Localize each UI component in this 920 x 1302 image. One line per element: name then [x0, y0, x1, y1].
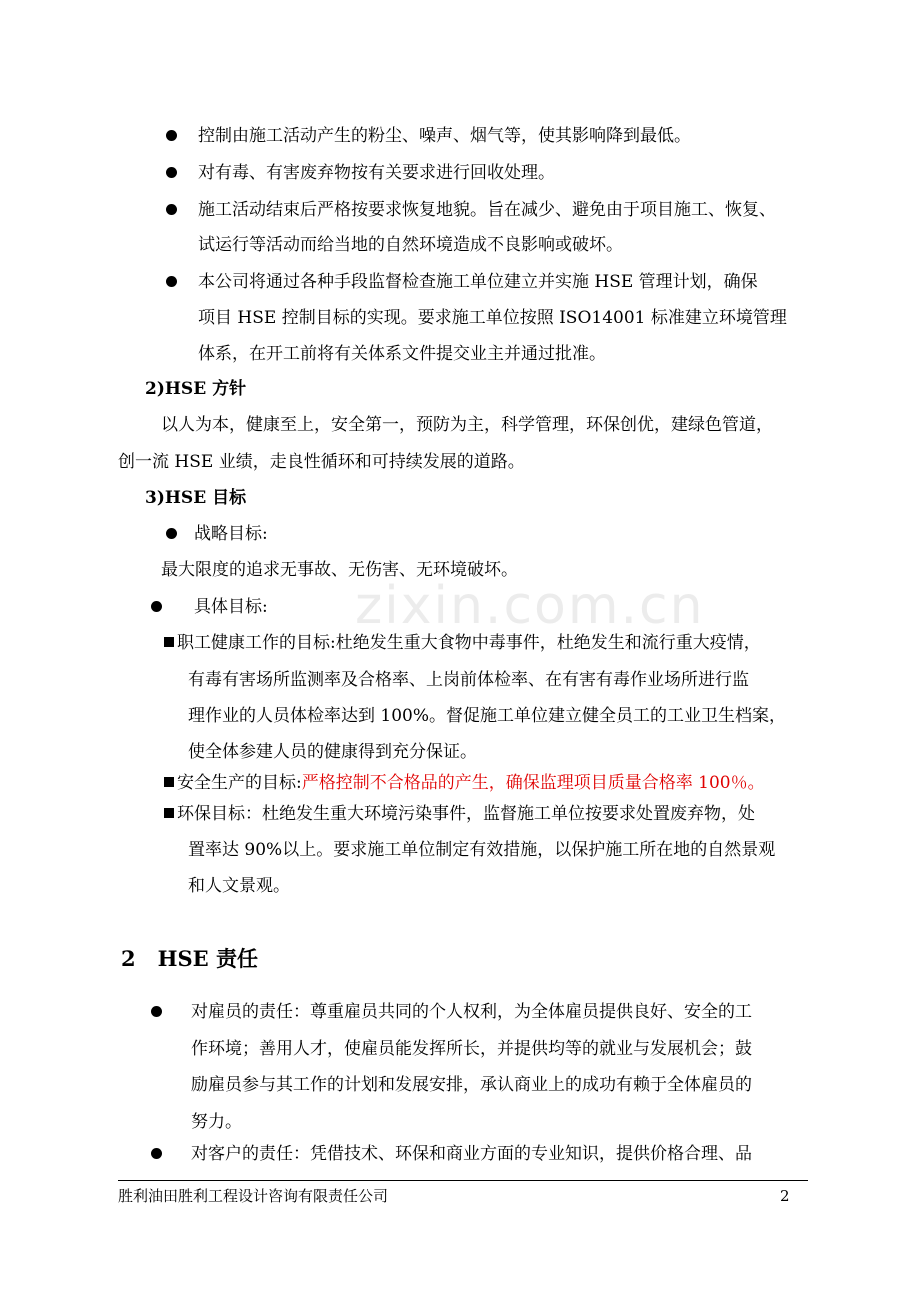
bullet-line: 本公司将通过各种手段监督检查施工单位建立并实施 HSE 管理计划，确保: [198, 272, 758, 292]
safety-goal-line: [164, 772, 765, 794]
env-goal-line: 置率达 90%以上。要求施工单位制定有效措施，以保护施工所在地的自然景观: [188, 840, 776, 860]
safety-goal-text: 严格控制不合格品的产生，确保监理项目质量合格率 100％。: [301, 773, 765, 793]
specific-goal-label: 具体目标:: [194, 597, 268, 617]
bullet-icon: [166, 204, 177, 215]
bullet-icon: [151, 1148, 162, 1159]
policy-text: 创一流 HSE 业绩，走良性循环和可持续发展的道路。: [118, 452, 525, 472]
bullet-icon: [151, 1006, 162, 1017]
health-goal-line: 有毒有害场所监测率及合格率、上岗前体检率、在有害有毒作业场所进行监: [188, 670, 749, 690]
square-bullet-icon: [164, 777, 174, 787]
footer-divider: [118, 1180, 808, 1181]
env-goal-text: 环保目标：杜绝发生重大环境污染事件，监督施工单位按要求处置废弃物，处: [177, 804, 755, 824]
bullet-icon: [166, 528, 177, 539]
bullet-line: 体系，在开工前将有关体系文件提交业主并通过批准。: [198, 344, 606, 364]
health-goal-text: 职工健康工作的目标:杜绝发生重大食物中毒事件，杜绝发生和流行重大疫情，: [177, 633, 761, 653]
bullet-icon: [151, 601, 162, 612]
section-heading: [121, 946, 258, 972]
section-number: 2: [121, 946, 136, 971]
footer-company: 胜利油田胜利工程设计咨询有限责任公司: [118, 1187, 389, 1205]
responsibility-line: 对雇员的责任：尊重雇员共同的个人权利，为全体雇员提供良好、安全的工: [191, 1002, 752, 1022]
policy-heading: 2)HSE 方针: [145, 379, 247, 399]
goals-heading: 3)HSE 目标: [145, 488, 247, 508]
bullet-line: 施工活动结束后严格按要求恢复地貌。旨在减少、避免由于项目施工、恢复、: [198, 200, 776, 220]
strategic-goal-text: 最大限度的追求无事故、无伤害、无环境破坏。: [161, 560, 518, 580]
responsibility-line: 励雇员参与其工作的计划和发展安排，承认商业上的成功有赖于全体雇员的: [191, 1075, 752, 1095]
health-goal-line: 理作业的人员体检率达到 100%。督促施工单位建立健全员工的工业卫生档案，: [188, 706, 787, 726]
bullet-line: 项目 HSE 控制目标的实现。要求施工单位按照 ISO14001 标准建立环境管理: [198, 308, 787, 328]
bullet-icon: [166, 276, 177, 287]
watermark: zixin.com.cn: [355, 576, 705, 636]
bullet-icon: [166, 167, 177, 178]
responsibility-line: 对客户的责任：凭借技术、环保和商业方面的专业知识，提供价格合理、品: [191, 1144, 752, 1164]
square-bullet-icon: [164, 808, 174, 818]
policy-text: 以人为本，健康至上，安全第一，预防为主，科学管理，环保创优，建绿色管道，: [161, 415, 773, 435]
safety-goal-label: 安全生产的目标:: [177, 773, 302, 793]
bullet-line: 控制由施工活动产生的粉尘、噪声、烟气等，使其影响降到最低。: [198, 126, 691, 146]
env-goal-line: [164, 803, 755, 825]
strategic-goal-label: 战略目标:: [194, 524, 268, 544]
responsibility-line: 努力。: [191, 1112, 242, 1132]
bullet-icon: [166, 130, 177, 141]
page-number: 2: [780, 1187, 790, 1205]
section-title: HSE 责任: [157, 946, 258, 971]
responsibility-line: 作环境；善用人才，使雇员能发挥所长，并提供均等的就业与发展机会；鼓: [191, 1039, 752, 1059]
bullet-line: 对有毒、有害废弃物按有关要求进行回收处理。: [198, 163, 555, 183]
env-goal-line: 和人文景观。: [188, 876, 290, 896]
square-bullet-icon: [164, 637, 174, 647]
health-goal-line: [164, 632, 761, 654]
bullet-line: 试运行等活动而给当地的自然环境造成不良影响或破坏。: [198, 235, 623, 255]
health-goal-line: 使全体参建人员的健康得到充分保证。: [188, 742, 477, 762]
